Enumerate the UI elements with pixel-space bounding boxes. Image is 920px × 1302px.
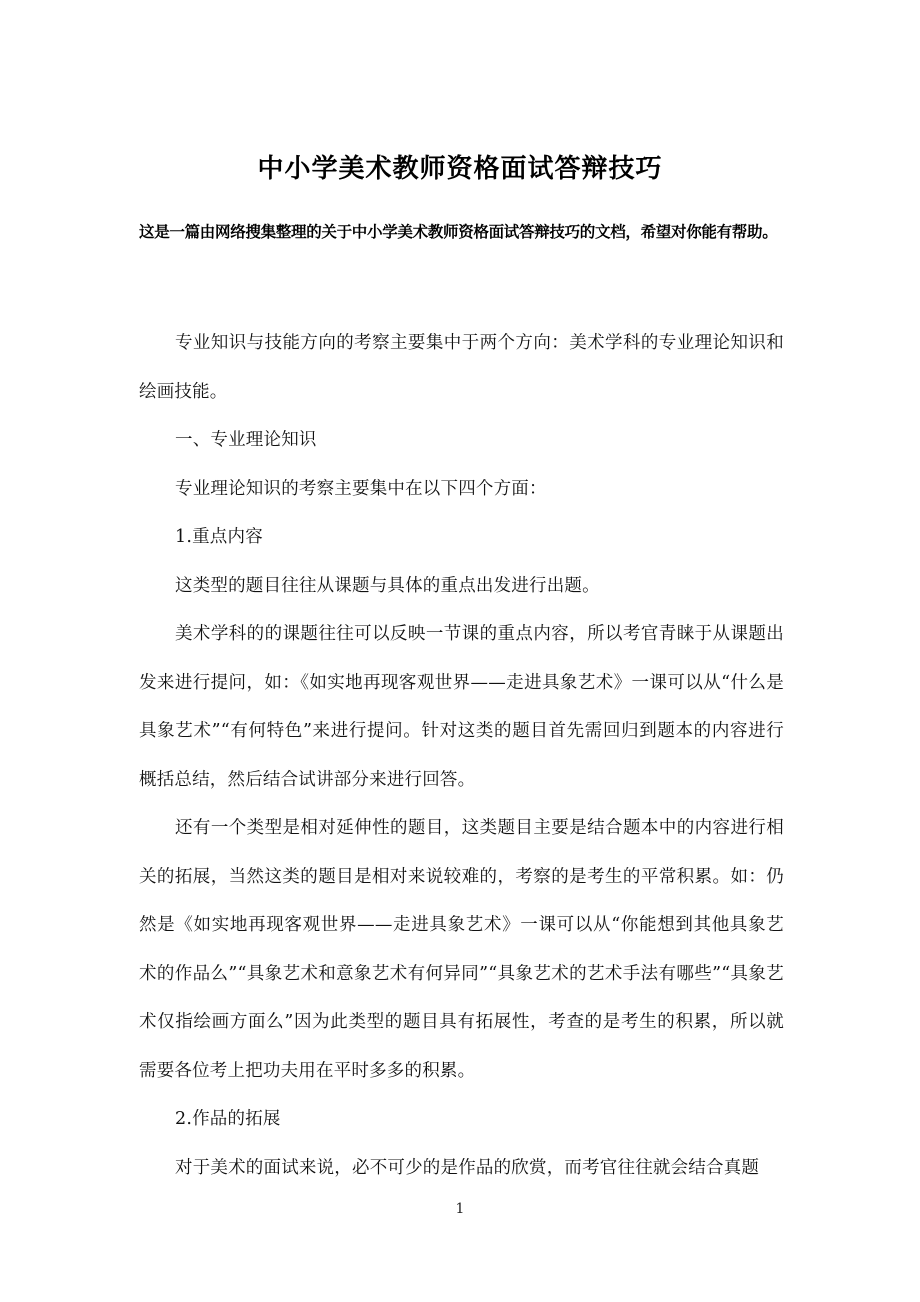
paragraph: 这类型的题目往往从课题与具体的重点出发进行出题。 <box>175 575 600 596</box>
subsection-heading: 2.作品的拓展 <box>175 1109 281 1129</box>
document-title: 中小学美术教师资格面试答辩技巧 <box>257 154 663 184</box>
document-body <box>139 319 784 1192</box>
page-number: 1 <box>455 1201 465 1217</box>
paragraph: 美术学科的的课题往往可以反映一节课的重点内容，所以考官青睐于从课题出发来进行提问，如：《如实地再现客观世界——走进具象艺术》一课可以从“什么是具象艺术”“有何特色”来进行提问。针对这类的题目首先需回归到题本的内容进行概括总结，然后结合试讲部分来进行回答。 <box>139 624 784 790</box>
paragraph: 还有一个类型是相对延伸性的题目，这类题目主要是结合题本中的内容进行相关的拓展，当然这类的题目是相对来说较难的，考察的是考生的平常积累。如：仍然是《如实地再现客观世界——走进具象艺术》一课可以从“你能想到其他具象艺术的作品么”“具象艺术和意象艺术有何异同”“具象艺术的艺术手法有哪些”“具象艺术仅指绘画方面么”因为此类型的题目具有拓展性，考查的是考生的积累，所以就需要各位考上把功夫用在平时多多的积累。 <box>139 818 784 1081</box>
paragraph: 对于美术的面试来说，必不可少的是作品的欣赏，而考官往往就会结合真题 <box>175 1157 760 1178</box>
subsection-heading: 1.重点内容 <box>175 527 263 547</box>
paragraph: 专业理论知识的考察主要集中在以下四个方面： <box>175 478 547 499</box>
section-heading: 一、专业理论知识 <box>175 430 317 450</box>
paragraph: 专业知识与技能方向的考察主要集中于两个方向：美术学科的专业理论知识和绘画技能。 <box>139 333 784 402</box>
document-intro: 这是一篇由网络搜集整理的关于中小学美术教师资格面试答辩技巧的文档，希望对你能有帮助。 <box>139 223 778 241</box>
